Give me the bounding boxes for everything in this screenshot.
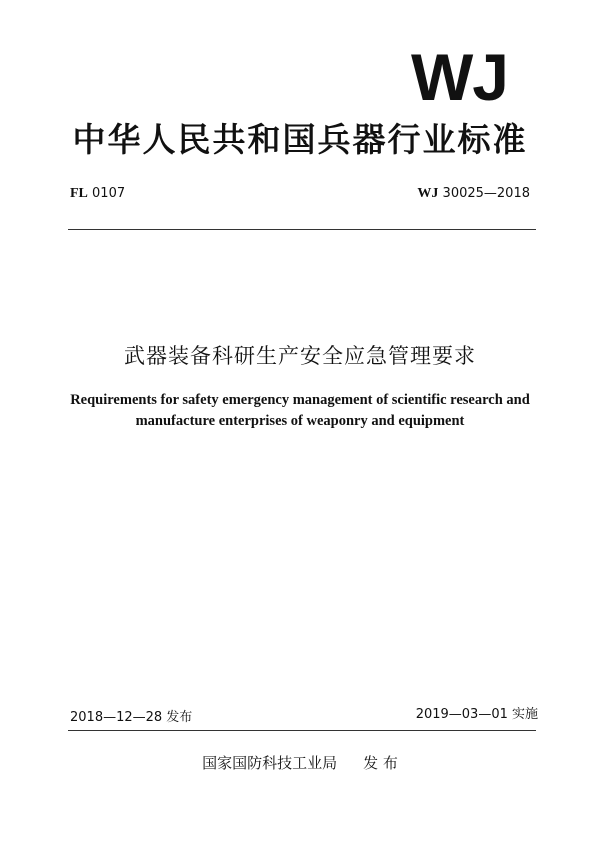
english-title-line-1: Requirements for safety emergency management of scientific research and <box>70 392 530 408</box>
footer-divider <box>68 730 536 731</box>
issue-date: 2018—12—28 发布 <box>70 710 193 725</box>
standard-category-title: 中华人民共和国兵器行业标准 <box>72 120 528 159</box>
chinese-title: 武器装备科研生产安全应急管理要求 <box>124 344 476 368</box>
classification-prefix: FL <box>70 186 88 201</box>
classification-code: 0107 <box>92 186 126 201</box>
implementation-date: 2019—03—01 实施 <box>415 707 538 722</box>
standard-number <box>417 186 530 202</box>
english-title-line-2: manufacture enterprises of weaponry and equipment <box>135 413 465 429</box>
issuing-authority-line <box>0 753 600 773</box>
header-divider <box>68 229 536 230</box>
standard-code: 30025—2018 <box>442 186 530 201</box>
issue-label: 发 布 <box>363 754 398 772</box>
issuing-authority: 国家国防科技工业局 <box>202 754 338 772</box>
wj-logo: WJ <box>411 40 508 114</box>
standard-prefix: WJ <box>417 186 439 201</box>
classification-number <box>70 186 125 202</box>
english-title <box>40 390 560 432</box>
